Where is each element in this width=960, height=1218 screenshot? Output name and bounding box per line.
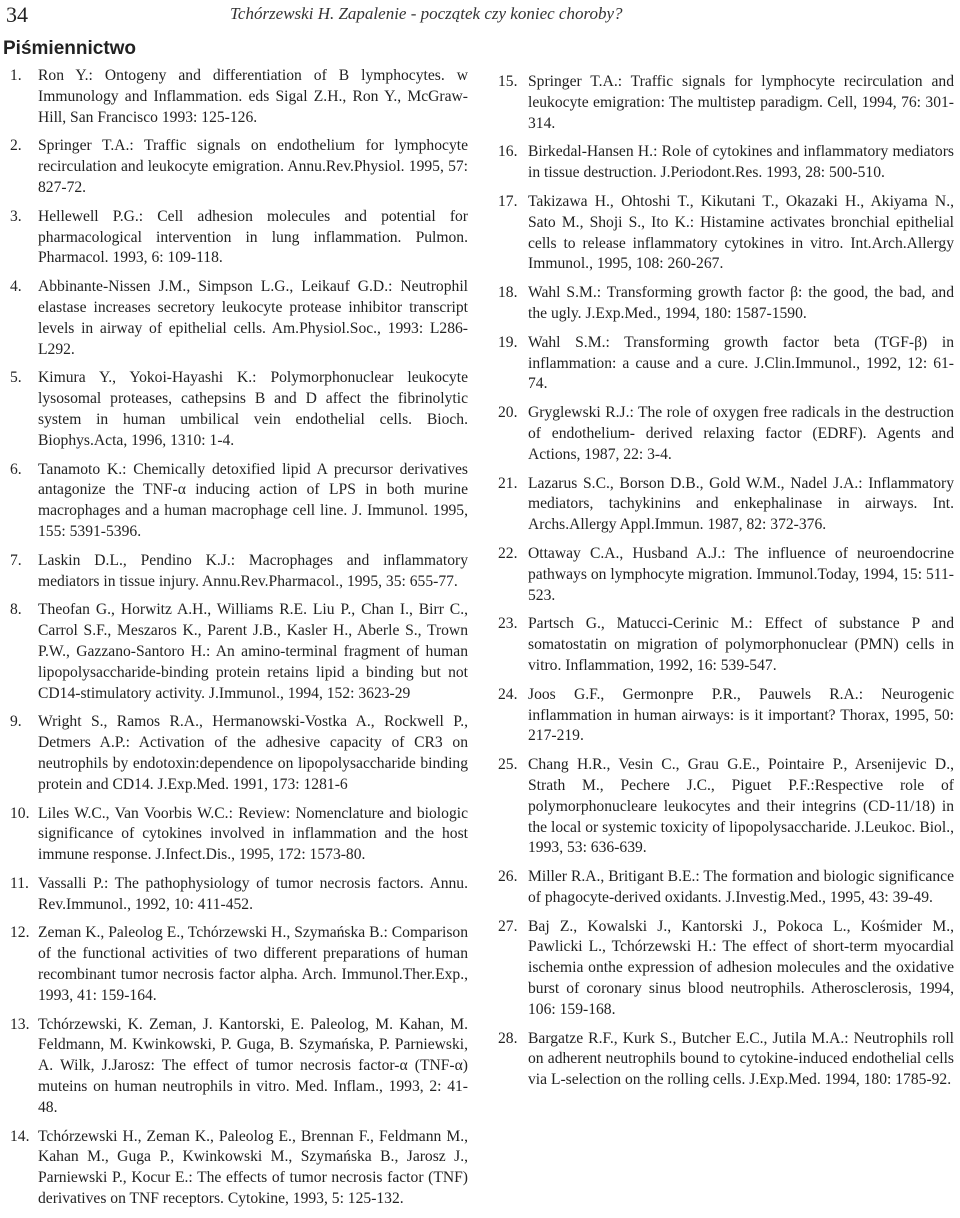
reference-text: Theofan G., Horwitz A.H., Williams R.E. Liu P., Chan I., Birr C., Carrol S.F., Meszaros K., Parent J.B., Kasler H., Aberle S., Trown P.W., Gazzano-Santoro H.: An amino-terminal fragment of human lipopolysaccharide-binding protein retains lipid a binding but not CD14-stimulatory activity. J.Immunol., 1994, 152: 3623-29 bbox=[38, 601, 468, 702]
reference-item bbox=[8, 277, 468, 360]
reference-number: 24. bbox=[498, 685, 518, 703]
reference-item bbox=[8, 712, 468, 795]
reference-number: 13. bbox=[10, 1015, 30, 1033]
reference-text: Joos G.F., Germonpre P.R., Pauwels R.A.: Neurogenic inflammation in human airways: is it important? Thorax, 1995, 50: 217-219. bbox=[528, 685, 954, 745]
reference-number: 7. bbox=[10, 551, 22, 569]
reference-item bbox=[8, 368, 468, 451]
reference-item bbox=[8, 600, 468, 704]
reference-number: 19. bbox=[498, 333, 518, 351]
reference-item bbox=[8, 460, 468, 543]
reference-text: Wahl S.M.: Transforming growth factor β: the good, the bad, and the ugly. J.Exp.Med., 1994, 180: 1587-1590. bbox=[528, 284, 954, 322]
reference-item bbox=[8, 1015, 468, 1119]
reference-number: 9. bbox=[10, 713, 22, 731]
reference-item bbox=[8, 136, 468, 198]
reference-number: 21. bbox=[498, 474, 518, 492]
reference-text: Kimura Y., Yokoi-Hayashi K.: Polymorphonuclear leukocyte lysosomal proteases, cathepsins B and D affect the fibrinolytic system in human umbilical vein endothelial cells. Bioch. Biophys.Acta, 1996, 1310: 1-4. bbox=[38, 369, 468, 449]
reference-number: 12. bbox=[10, 924, 30, 942]
reference-number: 20. bbox=[498, 404, 518, 422]
reference-number: 14. bbox=[10, 1127, 30, 1145]
reference-text: Liles W.C., Van Voorbis W.C.: Review: Nomenclature and biologic significance of cytokines involved in inflammation and the host immune response. J.Infect.Dis., 1995, 172: 1573-80. bbox=[38, 804, 468, 864]
section-title: Piśmiennictwo bbox=[3, 38, 137, 59]
reference-item bbox=[8, 551, 468, 593]
reference-number: 17. bbox=[498, 192, 518, 210]
reference-item bbox=[498, 333, 954, 395]
reference-text: Ron Y.: Ontogeny and differentiation of B lymphocytes. w Immunology and Inflammation. eds Sigal Z.H., Ron Y., McGraw-Hill, San Francisco 1993: 125-126. bbox=[38, 67, 468, 126]
reference-item bbox=[498, 755, 954, 859]
reference-item bbox=[498, 544, 954, 606]
reference-item bbox=[498, 685, 954, 747]
reference-text: Tanamoto K.: Chemically detoxified lipid A precursor derivatives antagonize the TNF-α inducing action of LPS in both murine macrophages and a human macrophage cell line. J. Immunol. 1995, 155: 5391-5396. bbox=[38, 460, 468, 540]
reference-item bbox=[8, 207, 468, 269]
reference-text: Birkedal-Hansen H.: Role of cytokines and inflammatory mediators in tissue destruction. J.Periodont.Res. 1993, 28: 500-510. bbox=[528, 143, 954, 182]
reference-item bbox=[498, 142, 954, 184]
reference-text: Bargatze R.F., Kurk S., Butcher E.C., Jutila M.A.: Neutrophils roll on adherent neutrophils bound to cytokine-induced endothelial cells via L-selection on the rolling cells. J.Exp.Med. 1994, 180: 1785-92. bbox=[528, 1029, 954, 1089]
reference-number: 15. bbox=[498, 73, 518, 90]
reference-text: Springer T.A.: Traffic signals on endothelium for lymphocyte recirculation and leukocyte emigration. Annu.Rev.Physiol. 1995, 57: 827-72. bbox=[38, 137, 468, 196]
running-head: Tchórzewski H. Zapalenie - początek czy koniec choroby? bbox=[230, 4, 623, 23]
reference-item bbox=[8, 66, 468, 128]
reference-number: 10. bbox=[10, 804, 30, 822]
reference-text: Chang H.R., Vesin C., Grau G.E., Pointaire P., Arsenijevic D., Strath M., Pechere J.C., Piguet P.F.:Respective role of polymorphonucleare leukocytes and their integrins (CD-11/18) in the local or systemic toxicity of lipopolysaccharide. J.Leukoc. Biol., 1993, 53: 636-639. bbox=[528, 756, 954, 857]
reference-text: Wahl S.M.: Transforming growth factor beta (TGF-β) in inflammation: a cause and a cure. J.Clin.Immunol., 1992, 12: 61-74. bbox=[528, 333, 954, 393]
reference-text: Miller R.A., Britigant B.E.: The formation and biologic significance of phagocyte-derived oxidants. J.Investig.Med., 1995, 43: 39-49. bbox=[528, 868, 954, 906]
reference-item bbox=[8, 1127, 468, 1210]
reference-text: Ottaway C.A., Husband A.J.: The influence of neuroendocrine pathways on lymphocyte migration. Immunol.Today, 1994, 15: 511-523. bbox=[528, 544, 954, 604]
page-number: 34 bbox=[6, 2, 28, 27]
reference-number: 1. bbox=[10, 67, 22, 84]
reference-item bbox=[8, 804, 468, 866]
reference-number: 27. bbox=[498, 917, 518, 935]
reference-text: Baj Z., Kowalski J., Kantorski J., Pokoca L., Kośmider M., Pawlicki L., Tchórzewski H.: The effect of short-term myocardial ischemia onthe expression of adhesion molecules and the oxidative burst of coronary sinus blood neutrophils. Atherosclerosis, 1994, 106: 159-168. bbox=[528, 917, 954, 1018]
reference-number: 18. bbox=[498, 284, 518, 302]
reference-text: Vassalli P.: The pathophysiology of tumor necrosis factors. Annu. Rev.Immunol., 1992, 10: 411-452. bbox=[38, 874, 468, 913]
reference-number: 22. bbox=[498, 544, 518, 562]
reference-text: Partsch G., Matucci-Cerinic M.: Effect of substance P and somatostatin on migration of polymorphonuclear (PMN) cells in vitro. Inflammation, 1992, 16: 539-547. bbox=[528, 615, 954, 674]
reference-item bbox=[498, 1029, 954, 1091]
reference-text: Zeman K., Paleolog E., Tchórzewski H., Szymańska B.: Comparison of the functional activities of two different preparations of human recombinant tumor necrosis factor alpha. Arch. Immunol.Ther.Exp., 1993, 41: 159-164. bbox=[38, 924, 468, 1004]
reference-number: 11. bbox=[10, 874, 29, 892]
reference-number: 28. bbox=[498, 1029, 518, 1047]
reference-text: Tchórzewski, K. Zeman, J. Kantorski, E. Paleolog, M. Kahan, M. Feldmann, M. Kwinkowski, P. Guga, B. Szymańska, P. Parniewski, A. Wilk, J.Jarosz: The effect of tumor necrosis factor-α (TNF-α) muteins on human neutrophils in vitro. Med. Inflam., 1993, 2: 41-48. bbox=[38, 1015, 468, 1116]
reference-text: Hellewell P.G.: Cell adhesion molecules and potential for pharmacological intervention in lung inflammation. Pulmon. Pharmacol. 1993, 6: 109-118. bbox=[38, 207, 468, 267]
reference-text: Lazarus S.C., Borson D.B., Gold W.M., Nadel J.A.: Inflammatory mediators, tachykinins and enkephalinase in airways. Int. Archs.Allergy Appl.Immun. 1987, 82: 372-376. bbox=[528, 474, 954, 534]
reference-item bbox=[498, 283, 954, 325]
reference-number: 2. bbox=[10, 137, 22, 155]
reference-text: Laskin D.L., Pendino K.J.: Macrophages and inflammatory mediators in tissue injury. Annu.Rev.Pharmacol., 1995, 35: 655-77. bbox=[38, 551, 468, 590]
reference-item bbox=[498, 917, 954, 1021]
reference-number: 4. bbox=[10, 278, 22, 296]
reference-item bbox=[498, 403, 954, 465]
reference-number: 16. bbox=[498, 143, 518, 161]
reference-text: Gryglewski R.J.: The role of oxygen free radicals in the destruction of endothelium- derived relaxing factor (EDRF). Agents and Actions, 1987, 22: 3-4. bbox=[528, 404, 954, 463]
reference-number: 25. bbox=[498, 756, 518, 774]
reference-item bbox=[498, 72, 954, 134]
reference-item bbox=[498, 474, 954, 536]
reference-item bbox=[498, 867, 954, 909]
reference-number: 6. bbox=[10, 460, 22, 478]
right-column bbox=[498, 72, 954, 1099]
reference-number: 8. bbox=[10, 601, 22, 619]
reference-number: 3. bbox=[10, 207, 22, 225]
reference-number: 5. bbox=[10, 369, 22, 387]
left-column bbox=[8, 66, 468, 1218]
reference-text: Tchórzewski H., Zeman K., Paleolog E., Brennan F., Feldmann M., Kahan M., Guga P., Kwinkowski M., Szymańska B., Jarosz J., Parniewski P., Kocur E.: The effects of tumor necrosis factor (TNF) derivatives on TNF receptors. Cytokine, 1993, 5: 125-132. bbox=[38, 1127, 468, 1208]
reference-text: Takizawa H., Ohtoshi T., Kikutani T., Okazaki H., Akiyama N., Sato M., Shoji S., Ito K.: Histamine activates bronchial epithelial cells to release inflammatory cytokines in vitro. Int.Arch.Allergy Immunol., 1995, 108: 260-267. bbox=[528, 192, 954, 273]
reference-item bbox=[498, 614, 954, 676]
reference-number: 23. bbox=[498, 615, 518, 633]
reference-text: Abbinante-Nissen J.M., Simpson L.G., Leikauf G.D.: Neutrophil elastase increases secretory leukocyte protease inhibitor transcript levels in airway of epithelial cells. Am.Physiol.Soc., 1993: L286-L292. bbox=[38, 278, 468, 358]
reference-item bbox=[8, 874, 468, 916]
reference-item bbox=[8, 923, 468, 1006]
reference-number: 26. bbox=[498, 868, 518, 886]
reference-text: Wright S., Ramos R.A., Hermanowski-Vostka A., Rockwell P., Detmers A.P.: Activation of the adhesive capacity of CR3 on neutrophils by endotoxin:dependence on lipopolysaccharide binding protein and CD14. J.Exp.Med. 1991, 173: 1281-6 bbox=[38, 713, 468, 793]
reference-item bbox=[498, 192, 954, 275]
reference-text: Springer T.A.: Traffic signals for lymphocyte recirculation and leukocyte emigration: The multistep paradigm. Cell, 1994, 76: 301- 314. bbox=[528, 73, 954, 132]
